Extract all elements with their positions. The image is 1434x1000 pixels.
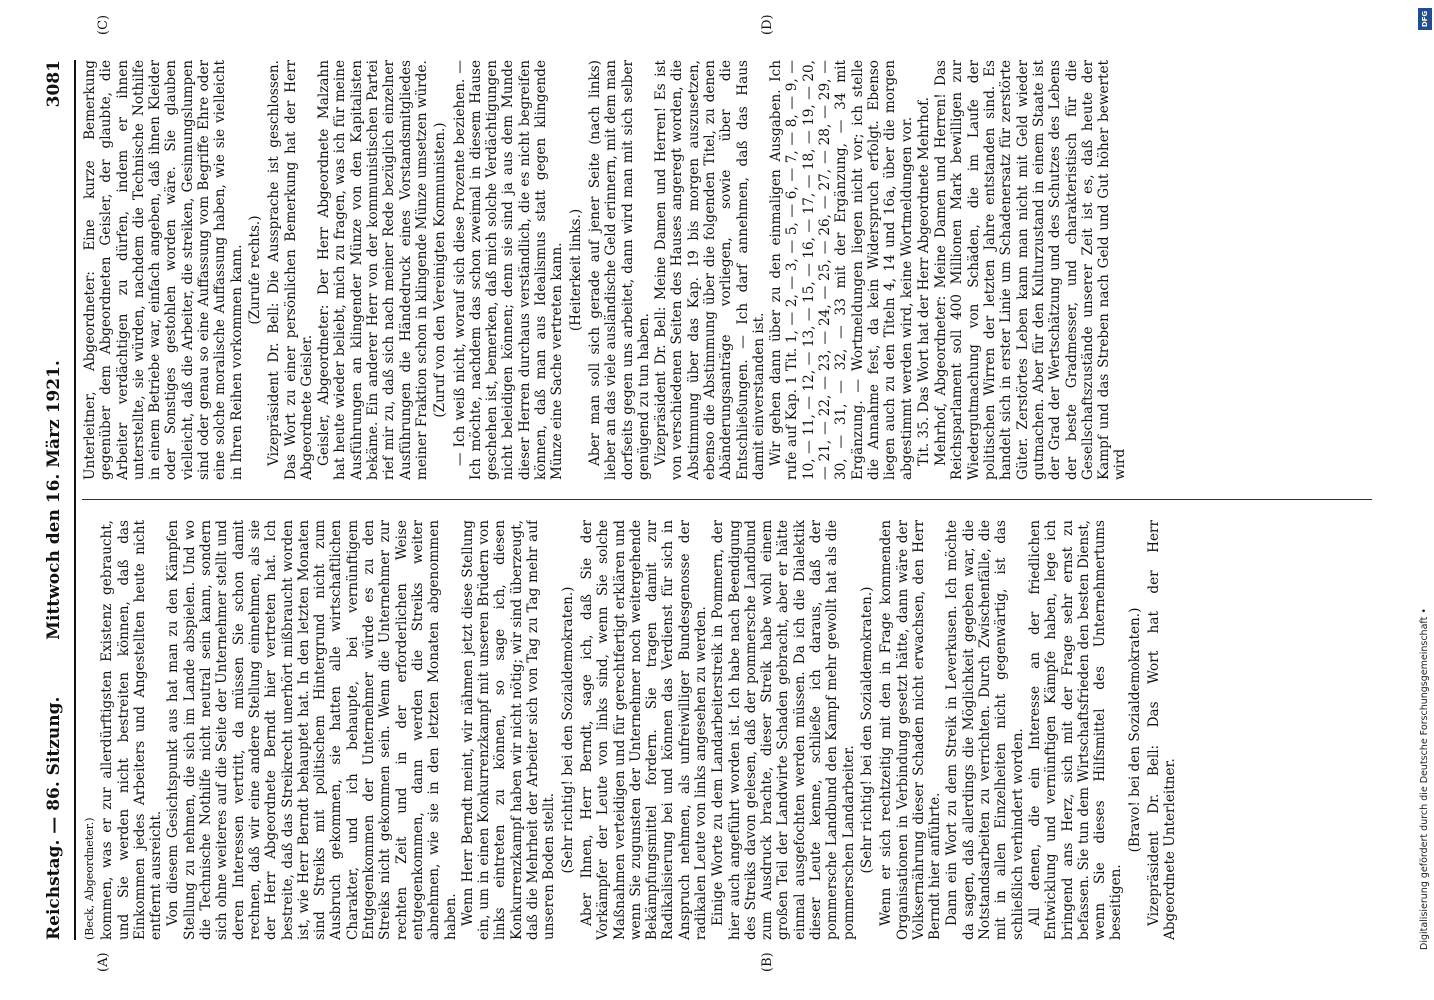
header-session: Reichstag. — 86. Sitzung.: [44, 696, 64, 940]
paragraph: Tit. 35. Das Wort hat der Herr Abgeordnete Mehrhof.: [915, 96, 932, 466]
interjection: (Sehr richtig! bei den Sozialdemokraten.): [559, 586, 576, 874]
paragraph: Wir gehen dann über zu den einmaligen Ausgaben. Ich rufe auf Kap. 1 Tit. 1, — 2, — 3, — 5, — 6, — 7, — 8, — 9, — 10, — 11, — 12, — 13, — 15, — 16, — 17, — 18, — 19, — 20, — 21, — 22, — 23, — 24, — 25, — 26, — 27, — 28, — 29, — 30, — 31, — 32, — 33 mit der Ergänzung, — 34 mit Ergänzung. — Wortmeldungen liegen nicht vor; ich stelle die Annahme fest, da kein Widerspruch erfolgt. Ebenso liegen auch zu den Titeln 4, 14 und 16a, über die morgen abgestimmt werden wird, keine Wortmeldungen vor.: [768, 60, 915, 480]
digitization-note-text: Digitalisierung gefördert durch die Deutsche Forschungsgemeinschaft •: [1419, 608, 1430, 950]
paragraph: Unterleitner, Abgeordneter: Eine kurze Bemerkung gegenüber dem Abgeordneten Geisler, der glaubte, die Arbeiter verdächtigen zu dürfen, indem er ihnen unterstellte, sie würden, nachdem die Technische Nothilfe in einem Betriebe war, einfach angeben, daß ihnen Kleider oder Sonstiges gestohlen worden wäre. Sie glauben vielleicht, daß die Arbeiter, die streiken, Gesinnungslumpen sind oder genau so eine Auffassung vom Begriffe Ehre oder eine solche moralische Auffassung haben, wie sie vielleicht in Ihren Reihen vorkommen kann.: [82, 60, 245, 480]
paragraph: Einige Worte zu dem Landarbeiterstreik in Pommern, der hier auch angeführt worden ist. Ich habe nach Beendigung des Streiks davon gelesen, daß der pommersche Landbund zum Ausdruck brachte, dieser Streik habe wohl einem großen Teil der Landwirte Schaden gebracht, aber er hätte einmal ausgefochten werden müssen. Da ich die Dialektik dieser Leute kenne, schließe ich daraus, daß der pommersche Landbund den Kampf mehr gewollt hat als die pommerschen Landarbeiter.: [710, 520, 857, 940]
paragraph: Mehrhof, Abgeordneter: Meine Damen und Herren! Das Reichsparlament soll 400 Millionen Mark bewilligen zur Wiedergutmachung von Schäden, die im Laufe der politischen Wirren der letzten Jahre entstanden sind. Es handelt sich in erster Linie um Schadenersatz für zerstörte Güter. Zerstörtes Leben kann man nicht mit Geld wieder gutmachen. Aber für den Kulturzustand in einem Staate ist der Grad der Wertschätzung und des Schutzes des Lebens der beste Gradmesser, und charakteristisch für die Gesellschaftszustände unserer Zeit ist es, daß heute der Kampf und das Streben nach Geld und Gut höher bewertet wird: [933, 60, 1129, 480]
paragraph: Geisler, Abgeordneter: Der Herr Abgeordnete Malzahn hat heute wieder beliebt, mich zu fragen, was ich für meine Ausführungen an klingender Münze von den Kapitalisten bekäme. Ein anderer Herr von der kommunistischen Partei rief mir zu, daß sich nach meiner Rede bezüglich einzelner Ausführungen die Händedruck eines Vorstandsmitgliedes meiner Fraktion schon in klingende Münze umsetzen würde.: [316, 60, 430, 480]
interjection: (Sehr richtig! bei den Sozialdemokraten.): [858, 586, 875, 874]
dfg-logo: DFG: [1418, 8, 1432, 30]
margin-marker-a: (A): [96, 952, 111, 972]
paragraph: Wenn er sich rechtzeitig mit den in Frage kommenden Organisationen in Verbindung gesetzt hätte, dann wäre der Volksernährung dieser Schaden nicht erwachsen, den Herr Berndt hier anführte.: [878, 520, 944, 940]
header-page-number: 3081: [44, 60, 64, 108]
margin-marker-c: (C): [96, 14, 111, 35]
margin-marker-d: (D): [760, 14, 775, 35]
paragraph: Aber Ihnen, Herr Berndt, sage ich, daß Sie der Vorkämpfer der Leute von links sind, wenn Sie solche Maßnahmen verteidigen und für gerechtfertigt erklären und wenn Sie zugunsten der Unternehmer noch weitergehende Bekämpfungsmittel fordern. Sie tragen damit zur Radikalisierung bei und können das Verdienst für sich in Anspruch nehmen, als unfreiwilliger Bundesgenosse der radikalen Leute von links angesehen zu werden.: [578, 520, 709, 940]
paragraph: Dann ein Wort zu dem Streik in Leverkusen. Ich möchte da sagen, daß allerdings die Möglichkeit gegeben war, die Notstandsarbeiten zu verrichten. Durch Zwischenfälle, die mit in allen Einzelheiten nicht gegenwärtig, ist das schließlich verhindert worden.: [944, 520, 1026, 940]
interjection: (Zurufe rechts.): [246, 215, 263, 325]
paragraph: Vizepräsident Dr. Bell: Meine Damen und Herren! Es ist von verschiedenen Seiten des Hauses angeregt worden, die Abstimmung über das Kap. 19 bis morgen auszusetzen, ebenso die Abstimmung über die folgenden Titel, zu denen Abänderungsanträge vorliegen, sowie über die Entschließungen. — Ich darf annehmen, daß das Haus damit einverstanden ist.: [653, 60, 767, 480]
header-date: Mittwoch den 16. März 1921.: [44, 360, 64, 640]
paragraph: All denen, die ein Interesse an der friedlichen Entwicklung und vernünftigen Kämpfe haben, lege ich bringend ans Herz, sich mit der Frage sehr ernst zu befassen. Sie tun dem Wirtschaftsfrieden den besten Dienst, wenn Sie dieses Hilfsmittel des Unternehmertums beseitigen.: [1026, 520, 1125, 940]
paragraph: Von diesem Gesichtspunkt aus hat man zu den Kämpfen Stellung zu nehmen, die sich im Lande abspielen. Und wo die Technische Nothilfe nicht neutral sein kann, sondern sich ohne weiteres auf die Seite der Unternehmer stellt und deren Interessen vertritt, da müssen Sie schon damit rechnen, daß wir eine andere Stellung einnehmen, als sie der Herr Abgeordnete Berndt hier vertreten hat. Ich bestreite, daß das Streikrecht unerhört mißbraucht worden ist, wie Herr Berndt behauptet hat. In den letzten Monaten sind Streiks mit politischem Hintergrund nicht zum Ausbruch gekommen, sie hatten alle wirtschaftlichen Charakter, und ich behaupte, bei vernünftigem Entgegenkommen der Unternehmer würde es zu den Streiks nicht gekommen sein. Wenn die Unternehmer zur rechten Zeit und in der erforderlichen Weise entgegenkommen, dann werden die Streiks weiter abnehmen, wie sie in den letzten Monaten abgenommen haben.: [165, 520, 459, 940]
column-divider: [82, 499, 1372, 500]
margin-marker-b: (B): [760, 952, 775, 972]
page-header: [40, 60, 70, 940]
header-rule: [74, 60, 76, 940]
paragraph: (Beck, Abgeordneter.): [83, 817, 96, 940]
paragraph: Aber man soll sich gerade auf jener Seite (nach links) lieber an das viele ausländische Geld erinnern, mit dem man dorfseits gegen uns arbeitet, dann wird man mit sich selber genügend zu tun haben.: [586, 60, 652, 480]
left-column: [82, 520, 1382, 940]
interjection: (Heiterkeit links.): [567, 208, 584, 332]
paragraph: Vizepräsident Dr. Bell: Das Wort hat der Herr Abgeordnete Unterleitner.: [1146, 520, 1179, 940]
document-page: [40, 14, 1390, 990]
right-column: [82, 60, 1382, 480]
interjection: (Zuruf von den Vereinigten Kommunisten.): [432, 122, 449, 418]
interjection: (Bravo! bei den Sozialdemokraten.): [1126, 607, 1143, 853]
paragraph: Wenn Herr Berndt meint, wir nähmen jetzt diese Stellung ein, um in einen Konkurrenzkampf mit unseren Brüdern von links eintreten zu können, so sage ich, diesen Konkurrenzkampf haben wir nicht nötig; wir sind überzeugt, daß die Mehrheit der Arbeiter sich von Tag zu Tag mehr auf unseren Boden stellt.: [459, 520, 558, 940]
digitization-note: [1418, 30, 1432, 950]
paragraph: kommen, was er zur allerdürftigsten Existenz gebraucht, und Sie werden nicht bestreiten können, daß das Einkommen jedes Arbeiters und Angestellten heute nicht entfernt ausreicht.: [99, 520, 165, 940]
paragraph: Vizepräsident Dr. Bell: Die Aussprache ist geschlossen. Das Wort zu einer persönlichen Bemerkung hat der Herr Abgeordnete Geisler.: [266, 60, 315, 480]
paragraph: — Ich weiß nicht, worauf sich diese Prozente beziehen. — Ich möchte, nachdem das schon zweimal in diesem Hause geschehen ist, bemerken, daß mich solche Verdächtigungen nicht beleidigen können; denn sie sind ja aus dem Munde dieser Herren durchaus verständlich, die es nicht begreifen können, daß man aus Idealismus statt gegen klingende Münze eine Sache vertreten kann.: [451, 60, 566, 480]
